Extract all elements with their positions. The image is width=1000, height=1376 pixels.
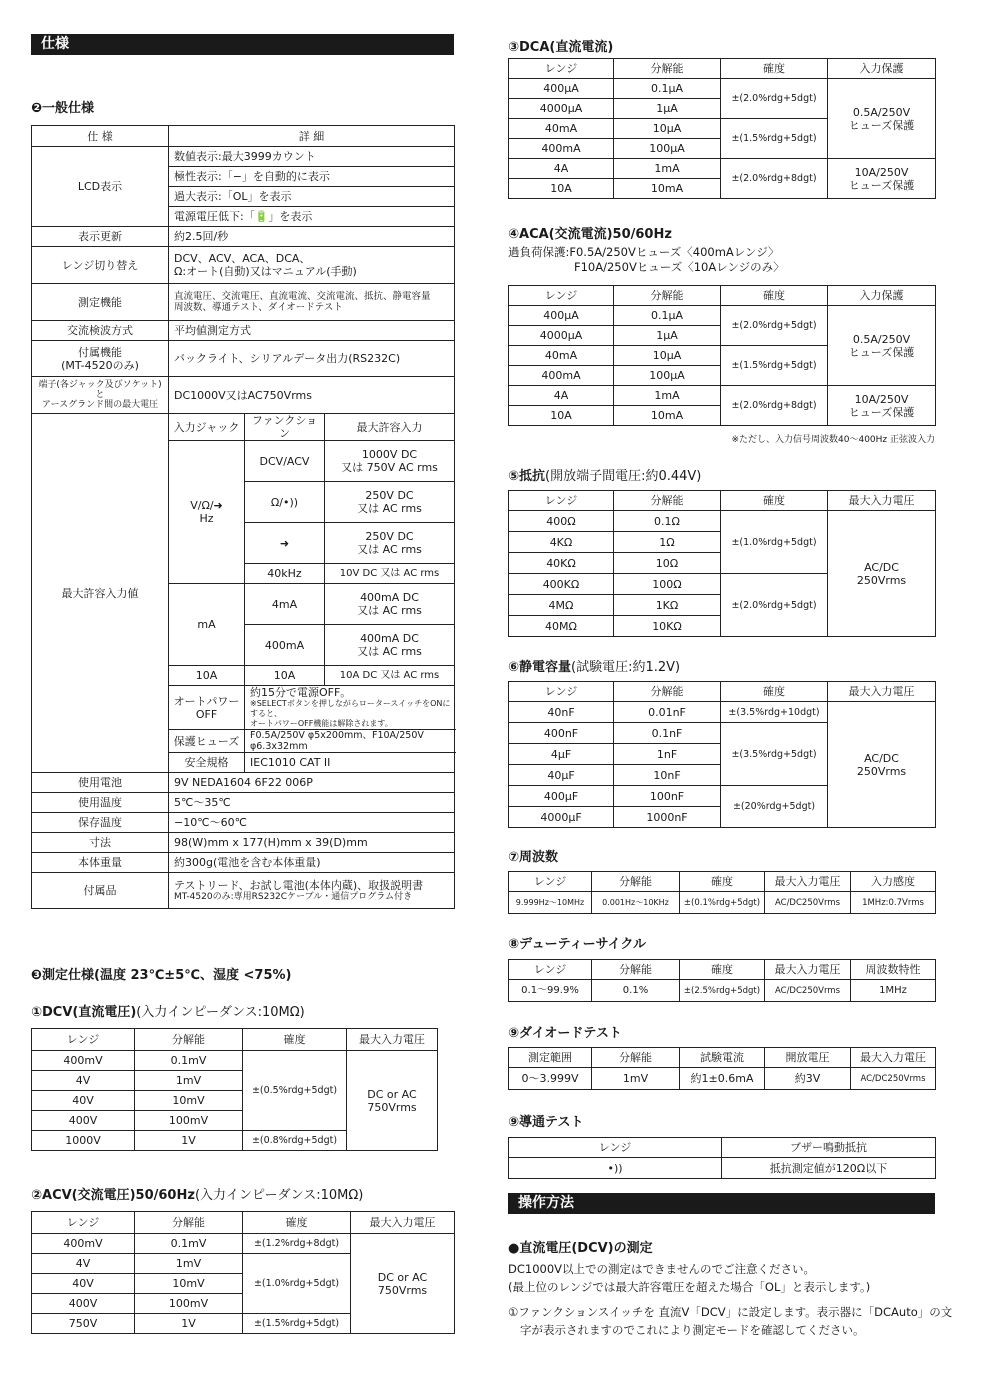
- cell: 10mA: [614, 406, 721, 426]
- row-label: 最大許容入力値: [32, 414, 169, 773]
- cell: 4000μA: [509, 326, 614, 346]
- cell: 1000V: [32, 1131, 135, 1151]
- cell-line: 周波数、導通テスト、ダイオードテスト: [174, 302, 343, 313]
- cell-line: 約15分で電源OFF。: [250, 686, 352, 699]
- acv-table: [31, 1211, 455, 1334]
- buzzer-icon: •)): [509, 1158, 722, 1179]
- cell: 0.1mV: [135, 1234, 243, 1254]
- row-label: オートパワーOFF: [169, 686, 245, 730]
- cell-line: 10A/250V: [854, 392, 909, 406]
- cell: ±(1.5%rdg+5dgt): [721, 119, 828, 159]
- cell-line: DCV、ACV、ACA、DCA、: [174, 252, 311, 265]
- cell: 約1±0.6mA: [680, 1068, 765, 1090]
- cell: 10mA: [614, 179, 721, 199]
- table-header: 仕 様: [32, 126, 169, 147]
- table-header: レンジ: [32, 1029, 135, 1051]
- dca-title: ③DCA(直流電流): [508, 40, 614, 55]
- res-title-text: ⑤抵抗: [508, 469, 546, 484]
- cell: 100nF: [614, 786, 721, 807]
- ops-band: 操作方法: [508, 1193, 935, 1214]
- cell: 40mA: [509, 346, 614, 366]
- cont-title: ⑨導通テスト: [508, 1115, 584, 1130]
- cell: 10A: [245, 666, 325, 686]
- cell: ±(20%rdg+5dgt): [721, 786, 828, 828]
- table-header: レンジ: [32, 1212, 135, 1234]
- cell: 400mA: [509, 366, 614, 386]
- cell: ±(2.0%rdg+5dgt): [721, 79, 828, 119]
- cell: 400μF: [509, 786, 614, 807]
- table-header: 入力保護: [828, 286, 936, 306]
- cell: 1Ω: [614, 532, 721, 553]
- cell: 1KΩ: [614, 595, 721, 616]
- cell: 100μA: [614, 139, 721, 159]
- cell: AC/DC250Vrms: [765, 892, 851, 914]
- cell: 400V: [32, 1111, 135, 1131]
- cell: ±(0.5%rdg+5dgt): [243, 1051, 347, 1131]
- cell: 約300g(電池を含む本体重量): [169, 853, 455, 873]
- sub-header: ファンクション: [245, 414, 325, 441]
- table-header: 入力保護: [828, 59, 936, 79]
- cell: 1MHz: [851, 980, 936, 1002]
- aca-footnote: ※ただし、入力信号周波数40〜400Hz 正弦波入力: [731, 435, 935, 445]
- cell-line: ※SELECTボタンを押しながらロータースイッチをONにすると、: [250, 699, 451, 718]
- cell-line: 250V DC: [365, 489, 414, 502]
- cell: ±(2.0%rdg+8dgt): [721, 159, 828, 199]
- cell: 1MHz:0.7Vrms: [851, 892, 936, 914]
- spec-band: 仕様: [31, 34, 454, 55]
- cell: 400μA: [509, 79, 614, 99]
- cell: DC1000V又はAC750Vrms: [169, 377, 455, 414]
- cell: ➜: [245, 523, 325, 564]
- cell: 10μA: [614, 119, 721, 139]
- cell: ±(1.0%rdg+5dgt): [243, 1254, 351, 1314]
- table-header: 試験電流: [680, 1048, 765, 1068]
- cell-line: ヒューズ保護: [848, 118, 915, 132]
- cell-line: テストリード、お試し電池(本体内蔵)、取扱説明書: [174, 878, 424, 892]
- cell: 400μA: [509, 306, 614, 326]
- table-header: レンジ: [509, 960, 592, 980]
- row-label: 付属品: [32, 873, 169, 909]
- cell: 100mV: [135, 1294, 243, 1314]
- table-header: 分解能: [614, 682, 721, 702]
- cell-line: 0.5A/250V: [852, 105, 911, 119]
- sub-header: 入力ジャック: [169, 414, 245, 441]
- acv-title: [31, 1184, 363, 1203]
- cell: 10KΩ: [614, 616, 721, 637]
- cell: AC/DC250Vrms: [851, 1068, 936, 1090]
- cell: 98(W)mm x 177(H)mm x 39(D)mm: [169, 833, 455, 853]
- table-header: 確度: [243, 1212, 351, 1234]
- cell: IEC1010 CAT II: [245, 753, 455, 773]
- table-header: 測定範囲: [509, 1048, 592, 1068]
- table-header: 分解能: [135, 1029, 243, 1051]
- aca-note-2: F10A/250Vヒューズ〈10Aレンジのみ〉: [574, 260, 785, 274]
- row-label: 本体重量: [32, 853, 169, 873]
- cell: 4mA: [245, 584, 325, 625]
- cell: ±(0.1%rdg+5dgt): [680, 892, 765, 914]
- cell-line: ヒューズ保護: [848, 178, 915, 192]
- table-header: 分解能: [135, 1212, 243, 1234]
- diode-title: ⑨ダイオードテスト: [508, 1026, 622, 1041]
- cell: 抵抗測定値が120Ω以下: [722, 1158, 936, 1179]
- row-label: (MT-4520のみ): [61, 358, 139, 372]
- cell: 10μA: [614, 346, 721, 366]
- cell: 400V: [32, 1294, 135, 1314]
- cell: 1mA: [614, 386, 721, 406]
- cell: 40kHz: [245, 564, 325, 584]
- cell-line: 0.5A/250V: [852, 332, 911, 346]
- cell: 電源電圧低下:「🔋」を表示: [169, 207, 455, 227]
- cell: 1μA: [614, 326, 721, 346]
- cell-line: 又は AC rms: [357, 543, 422, 556]
- cell: 10A: [509, 406, 614, 426]
- cell: 0.1Ω: [614, 511, 721, 532]
- table-header: 確度: [680, 872, 765, 892]
- table-header: 最大入力電圧: [828, 491, 936, 511]
- jack-label: V/Ω/➜: [190, 499, 223, 512]
- cell-line: MT-4520のみ:専用RS232Cケーブル・通信プログラム付き: [174, 891, 413, 902]
- cell: 1V: [135, 1131, 243, 1151]
- cell-line: 又は 750V AC rms: [341, 461, 438, 474]
- row-label: レンジ切り替え: [32, 247, 169, 284]
- cell: ±(1.5%rdg+5dgt): [721, 346, 828, 386]
- row-label: 使用温度: [32, 793, 169, 813]
- cell: ±(2.0%rdg+5dgt): [721, 306, 828, 346]
- cap-title: [508, 656, 680, 675]
- table-header: ブザー鳴動抵抗: [722, 1138, 936, 1158]
- cell: 10V DC 又は AC rms: [325, 564, 455, 584]
- cell: ±(2.0%rdg+8dgt): [721, 386, 828, 426]
- cell: 4A: [509, 386, 614, 406]
- dca-table: [508, 58, 936, 199]
- cell-line: 750Vrms: [377, 1283, 428, 1297]
- acv-title-text: ②ACV(交流電圧)50/60Hz: [31, 1188, 195, 1203]
- aca-table: [508, 285, 936, 426]
- cell: 0〜3.999V: [509, 1068, 592, 1090]
- row-label: 寸法: [32, 833, 169, 853]
- cell: 1mV: [135, 1254, 243, 1274]
- table-header: レンジ: [509, 872, 592, 892]
- cell-line: 750Vrms: [367, 1100, 417, 1114]
- cell-line: DC or AC: [367, 1087, 417, 1101]
- cell-line: AC/DC: [864, 751, 899, 765]
- table-header: 最大入力電圧: [828, 682, 936, 702]
- table-header: レンジ: [509, 491, 614, 511]
- cell: 400Ω: [509, 511, 614, 532]
- cell: 0.1nF: [614, 723, 721, 744]
- table-header: 分解能: [614, 59, 721, 79]
- cell: ±(2.0%rdg+5dgt): [721, 574, 828, 637]
- duty-table: [508, 959, 936, 1002]
- cell: 0.001Hz〜10KHz: [592, 892, 680, 914]
- cell: 400mV: [32, 1051, 135, 1071]
- ops-line-4: 字が表示されますのでこれにより測定モードを確認してください。: [520, 1323, 865, 1337]
- cell: バックライト、シリアルデータ出力(RS232C): [169, 341, 455, 377]
- cell: 0.01nF: [614, 702, 721, 723]
- cell: 400KΩ: [509, 574, 614, 595]
- sub-header: 最大許容入力: [325, 414, 455, 441]
- table-header: 最大入力電圧: [765, 872, 851, 892]
- cell: 数値表示:最大3999カウント: [169, 147, 455, 167]
- cell: 1μA: [614, 99, 721, 119]
- res-subtitle: (開放端子間電圧:約0.44V): [545, 469, 702, 484]
- table-header: 分解能: [592, 1048, 680, 1068]
- cell: 400mA: [245, 625, 325, 666]
- row-label: 交流検波方式: [32, 321, 169, 341]
- cell-line: ヒューズ保護: [848, 405, 915, 419]
- table-header: 最大入力電圧: [351, 1212, 455, 1234]
- freq-title: ⑦周波数: [508, 850, 559, 865]
- row-label: 保護ヒューズ: [169, 730, 245, 753]
- row-label: 付属機能: [78, 345, 122, 359]
- table-header: 最大入力電圧: [347, 1029, 438, 1051]
- cell: 1mV: [135, 1071, 243, 1091]
- cell: −10℃〜60℃: [169, 813, 455, 833]
- row-label: 安全規格: [169, 753, 245, 773]
- freq-table: [508, 871, 936, 914]
- cell-line: 400mA DC: [360, 632, 419, 645]
- cell-line: 250V DC: [365, 530, 414, 543]
- duty-title: ⑧デューティーサイクル: [508, 937, 647, 952]
- table-header: レンジ: [509, 1138, 722, 1158]
- row-label: 端子(各ジャック及びソケット)と: [38, 380, 162, 400]
- table-header: 分解能: [614, 286, 721, 306]
- table-header: 確度: [721, 59, 828, 79]
- cap-title-text: ⑥静電容量: [508, 660, 572, 675]
- cell: ±(1.5%rdg+5dgt): [243, 1314, 351, 1334]
- cell: 400mV: [32, 1234, 135, 1254]
- table-header: 分解能: [614, 491, 721, 511]
- cell-line: 250Vrms: [856, 764, 907, 778]
- row-label: LCD表示: [32, 147, 169, 227]
- cell: 10nF: [614, 765, 721, 786]
- acv-subtitle: (入力インピーダンス:10MΩ): [194, 1188, 364, 1203]
- cell: 4A: [509, 159, 614, 179]
- table-header: 確度: [721, 491, 828, 511]
- row-label: 表示更新: [32, 227, 169, 247]
- cell: 4MΩ: [509, 595, 614, 616]
- cell: 9.999Hz〜10MHz: [509, 892, 592, 914]
- cell: 4V: [32, 1071, 135, 1091]
- table-header: レンジ: [509, 59, 614, 79]
- cell: 9V NEDA1604 6F22 006P: [169, 773, 455, 793]
- table-header: 周波数特性: [851, 960, 936, 980]
- dcv-subtitle: (入力インピーダンス:10MΩ): [136, 1005, 305, 1020]
- cell: 10mV: [135, 1091, 243, 1111]
- table-header: 分解能: [592, 872, 680, 892]
- cell-line: 直流電圧、交流電圧、直流電流、交流電流、抵抗、静電容量: [174, 291, 431, 302]
- cell: 4000μF: [509, 807, 614, 828]
- ops-title: ●直流電圧(DCV)の測定: [508, 1241, 653, 1256]
- cell: 4μF: [509, 744, 614, 765]
- diode-table: [508, 1047, 936, 1090]
- cell: 1nF: [614, 744, 721, 765]
- cell: 平均値測定方式: [169, 321, 455, 341]
- table-header: 入力感度: [851, 872, 936, 892]
- cap-subtitle: (試験電圧:約1.2V): [571, 660, 681, 675]
- cell-line: 又は AC rms: [357, 645, 422, 658]
- cell: 40V: [32, 1274, 135, 1294]
- table-header: 開放電圧: [765, 1048, 851, 1068]
- dcv-title-text: ①DCV(直流電圧): [31, 1005, 137, 1020]
- cell: 100μA: [614, 366, 721, 386]
- dcv-title: [31, 1001, 305, 1020]
- table-header: 最大入力電圧: [851, 1048, 936, 1068]
- cell: 極性表示:「−」を自動的に表示: [169, 167, 455, 187]
- jack-label: 10A: [169, 666, 245, 686]
- cell-line: Ω:オート(自動)又はマニュアル(手動): [174, 265, 357, 278]
- cell: 1V: [135, 1314, 243, 1334]
- cell: DCV/ACV: [245, 441, 325, 482]
- cell: 1mV: [592, 1068, 680, 1090]
- cell: 4KΩ: [509, 532, 614, 553]
- cell: 100mV: [135, 1111, 243, 1131]
- cell-line: オートパワーOFF機能は解除されます。: [250, 719, 393, 728]
- row-label: 使用電池: [32, 773, 169, 793]
- cell: 4000μA: [509, 99, 614, 119]
- cell-line: 250Vrms: [856, 573, 907, 587]
- cell: 過大表示:「OL」を表示: [169, 187, 455, 207]
- cell: 750V: [32, 1314, 135, 1334]
- cell: 10A: [509, 179, 614, 199]
- measure-spec-title: ❸測定仕様(温度 23℃±5℃、湿度 <75%): [31, 968, 292, 983]
- jack-label: Hz: [199, 512, 214, 525]
- res-title: [508, 465, 701, 484]
- cell: 1000nF: [614, 807, 721, 828]
- cell-line: 又は AC rms: [357, 502, 422, 515]
- cell: AC/DC250Vrms: [765, 980, 851, 1002]
- row-label: 測定機能: [32, 284, 169, 321]
- cont-table: [508, 1137, 936, 1179]
- ops-line-3: ①ファンクションスイッチを 直流V「DCV」に設定します。表示器に「DCAuto」の文: [508, 1305, 953, 1319]
- cell: 0.1%: [592, 980, 680, 1002]
- cell: 0.1〜99.9%: [509, 980, 592, 1002]
- cell: ±(3.5%rdg+10dgt): [721, 702, 828, 723]
- cell-line: ヒューズ保護: [848, 345, 915, 359]
- cell: 10mV: [135, 1274, 243, 1294]
- cell-line: AC/DC: [864, 560, 899, 574]
- cell: Ω/•)): [245, 482, 325, 523]
- cell: 1mA: [614, 159, 721, 179]
- cell: 約2.5回/秒: [169, 227, 455, 247]
- cell: F0.5A/250V φ5x200mm、F10A/250V φ6.3x32mm: [245, 730, 455, 753]
- jack-label: mA: [169, 584, 245, 666]
- cell: 40KΩ: [509, 553, 614, 574]
- table-header: レンジ: [509, 286, 614, 306]
- row-label: 保存温度: [32, 813, 169, 833]
- cell: 400mA: [509, 139, 614, 159]
- table-header: 確度: [721, 682, 828, 702]
- cell: 40mA: [509, 119, 614, 139]
- aca-title: ④ACA(交流電流)50/60Hz: [508, 227, 672, 242]
- cell: 0.1μA: [614, 79, 721, 99]
- cell: 0.1mV: [135, 1051, 243, 1071]
- general-spec-title: ❷一般仕様: [31, 101, 95, 116]
- cell: ±(1.2%rdg+8dgt): [243, 1234, 351, 1254]
- cell: 100Ω: [614, 574, 721, 595]
- cell: 40MΩ: [509, 616, 614, 637]
- cell: 40nF: [509, 702, 614, 723]
- cell: ±(0.8%rdg+5dgt): [243, 1131, 347, 1151]
- cell-line: 1000V DC: [361, 448, 418, 461]
- cell: 400nF: [509, 723, 614, 744]
- ops-line-1: DC1000V以上での測定はできませんのでご注意ください。: [508, 1262, 816, 1276]
- cell: ±(1.0%rdg+5dgt): [721, 511, 828, 574]
- cell: 40μF: [509, 765, 614, 786]
- table-header: 確度: [243, 1029, 347, 1051]
- table-header: 確度: [721, 286, 828, 306]
- row-label: アースグランド間の最大電圧: [41, 400, 159, 410]
- table-header: レンジ: [509, 682, 614, 702]
- table-header: 最大入力電圧: [765, 960, 851, 980]
- ops-line-2: (最上位のレンジでは最大許容電圧を超えた場合「OL」と表示します。): [508, 1280, 871, 1294]
- cell: 10Ω: [614, 553, 721, 574]
- cell: ±(2.5%rdg+5dgt): [680, 980, 765, 1002]
- cell: 約3V: [765, 1068, 851, 1090]
- general-spec-table: [31, 125, 455, 909]
- cell: 5℃〜35℃: [169, 793, 455, 813]
- table-header: 詳 細: [169, 126, 455, 147]
- res-table: [508, 490, 936, 637]
- table-header: 分解能: [592, 960, 680, 980]
- cap-table: [508, 681, 936, 828]
- cell: 4V: [32, 1254, 135, 1274]
- table-header: 確度: [680, 960, 765, 980]
- aca-note-1: 過負荷保護:F0.5A/250Vヒューズ〈400mAレンジ〉: [508, 245, 780, 259]
- cell: 10A DC 又は AC rms: [325, 666, 455, 686]
- dcv-table: [31, 1028, 438, 1151]
- cell-line: 又は AC rms: [357, 604, 422, 617]
- cell: 0.1μA: [614, 306, 721, 326]
- cell-line: DC or AC: [377, 1270, 428, 1284]
- cell: 40V: [32, 1091, 135, 1111]
- cell-line: 10A/250V: [854, 165, 909, 179]
- cell-line: 400mA DC: [360, 591, 419, 604]
- cell: ±(3.5%rdg+5dgt): [721, 723, 828, 786]
